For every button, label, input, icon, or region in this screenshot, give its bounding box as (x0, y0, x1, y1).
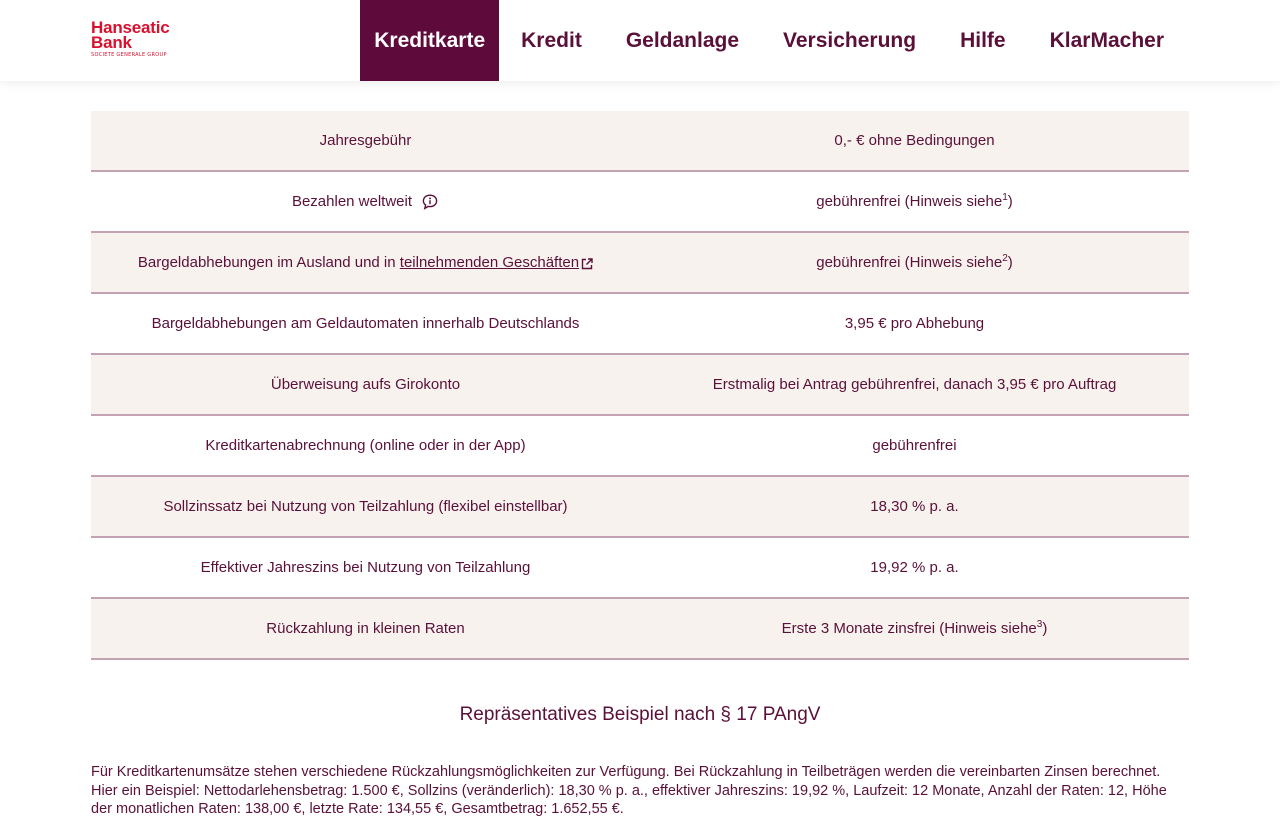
table-row (91, 111, 1189, 172)
table-row (91, 599, 1189, 660)
nav-item-kreditkarte[interactable]: Kreditkarte (360, 0, 499, 81)
participating-stores-link[interactable]: teilnehmenden Geschäften (399, 254, 580, 271)
table-row (91, 477, 1189, 538)
representative-example-title: Repräsentatives Beispiel nach § 17 PAngV (459, 704, 821, 725)
nav-item-geldanlage[interactable]: Geldanlage (625, 28, 740, 52)
table-row (91, 172, 1189, 233)
row-label: Effektiver Jahreszins bei Nutzung von Teilzahlung (200, 559, 531, 576)
row-value: 3,95 € pro Abhebung (844, 315, 985, 332)
row-value: gebührenfrei (872, 437, 957, 454)
row-value-cell (640, 620, 1189, 637)
row-value-end: ) (1007, 254, 1013, 271)
table-row (91, 416, 1189, 477)
footnote-marker[interactable]: 1 (1002, 192, 1008, 203)
row-label-cell (91, 254, 640, 271)
hanseatic-bank-logo[interactable] (91, 20, 191, 64)
row-value-end: ) (1042, 620, 1048, 637)
row-label: Überweisung aufs Girokonto (270, 376, 461, 393)
row-label: Sollzinssatz bei Nutzung von Teilzahlung (flexibel einstellbar) (163, 498, 568, 515)
info-speech-bubble-icon[interactable] (421, 193, 439, 211)
row-label: Rückzahlung in kleinen Raten (266, 620, 465, 637)
nav-item-hilfe[interactable]: Hilfe (960, 28, 1006, 52)
row-label: Bargeldabhebungen am Geldautomaten innerhalb Deutschlands (151, 315, 580, 332)
site-header (0, 0, 1280, 81)
representative-example-text: Für Kreditkartenumsätze stehen verschiedene Rückzahlungsmöglichkeiten zur Verfügung. Bei Rückzahlung in Teilbeträgen werden die vereinbarten Zinsen berechnet. Hier ein Beispiel: Nettodarlehensbetrag: 1.500 €, Sollzins (veränderlich): 18,30 % p. a., effektiver Jahreszins: 19,92 %, Laufzeit: 12 Monate, Anzahl der Raten: 12, Höhe der monatlichen Raten: 138,00 €, letzte Rate: 134,55 €, Gesamtbetrag: 1.652,55 €. (91, 764, 1167, 817)
row-label: Kreditkartenabrechnung (online oder in der App) (205, 437, 526, 454)
row-value: 19,92 % p. a. (870, 559, 959, 576)
table-row (91, 294, 1189, 355)
row-label: Bezahlen weltweit (291, 193, 413, 210)
row-value: 18,30 % p. a. (870, 498, 959, 515)
row-value: Erste 3 Monate zinsfrei (Hinweis siehe (781, 620, 1037, 637)
main-navigation (360, 0, 1186, 81)
row-value: Erstmalig bei Antrag gebührenfrei, danach 3,95 € pro Auftrag (712, 376, 1117, 393)
nav-item-kredit[interactable]: Kredit (521, 28, 582, 52)
logo-line-3: SOCIETE GENERALE GROUP (91, 52, 167, 58)
row-label: Bargeldabhebungen im Ausland und in (137, 254, 400, 271)
row-value: gebührenfrei (Hinweis siehe (816, 254, 1003, 271)
table-row (91, 538, 1189, 599)
logo-line-1: Hanseatic (91, 18, 170, 37)
nav-item-versicherung[interactable]: Versicherung (783, 28, 917, 52)
row-value-cell (640, 193, 1189, 210)
row-label: Jahresgebühr (319, 132, 412, 149)
conditions-table (91, 111, 1189, 660)
table-row (91, 355, 1189, 416)
table-row (91, 233, 1189, 294)
row-value: gebührenfrei (Hinweis siehe (816, 193, 1003, 210)
footnote-marker[interactable]: 3 (1036, 619, 1043, 630)
footnote-marker[interactable]: 2 (1002, 253, 1008, 264)
nav-item-klarmacher[interactable]: KlarMacher (1049, 28, 1164, 52)
external-link-icon[interactable] (581, 257, 593, 269)
row-value-end: ) (1007, 193, 1013, 210)
logo-line-2: Bank (91, 33, 132, 52)
row-value: 0,- € ohne Bedingungen (834, 132, 995, 149)
row-label-cell (91, 193, 640, 211)
row-value-cell (640, 254, 1189, 271)
